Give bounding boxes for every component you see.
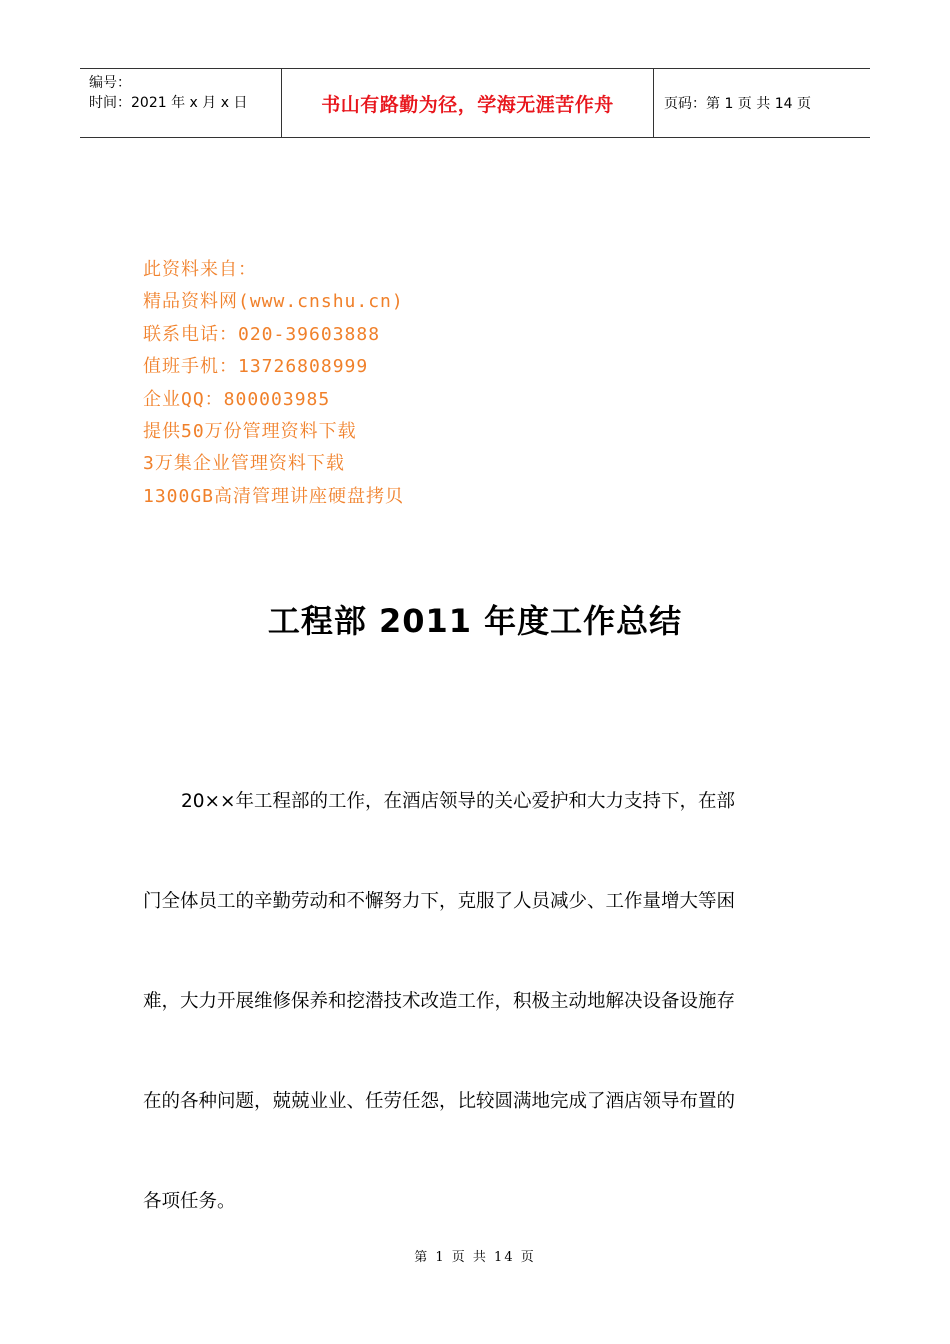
motto-text: 书山有路勤为径，学海无涯苦作舟 bbox=[321, 93, 614, 116]
source-site-line: 精品资料网(www.cnshu.cn) bbox=[143, 291, 404, 313]
header-info-cell bbox=[80, 69, 281, 137]
time-label: 时间：2021 年 x 月 x 日 bbox=[89, 95, 248, 111]
body-line: 难，大力开展维修保养和挖潜技术改造工作，积极主动地解决设备设施存 bbox=[143, 991, 736, 1012]
body-paragraph bbox=[143, 785, 803, 1285]
body-line: 在的各种问题，兢兢业业、任劳任怨，比较圆满地完成了酒店领导布置的 bbox=[143, 1091, 736, 1112]
header-table bbox=[80, 68, 870, 138]
body-line: 门全体员工的辛勤劳动和不懈努力下，克服了人员减少、工作量增大等困 bbox=[143, 891, 736, 912]
body-line: 各项任务。 bbox=[143, 1191, 236, 1212]
body-line: 20××年工程部的工作，在酒店领导的关心爱护和大力支持下，在部 bbox=[181, 791, 736, 812]
source-line: 此资料来自： bbox=[143, 259, 257, 280]
page-label: 页码：第 1 页 共 14 页 bbox=[664, 96, 811, 112]
source-phone-line: 联系电话：020-39603888 bbox=[143, 323, 381, 345]
source-info-block bbox=[143, 254, 404, 513]
code-label: 编号： bbox=[89, 75, 131, 91]
source-line: 3万集企业管理资料下载 bbox=[143, 453, 345, 475]
document-title: 工程部 2011 年度工作总结 bbox=[267, 602, 683, 640]
header-motto-cell bbox=[281, 69, 654, 137]
source-line: 1300GB高清管理讲座硬盘拷贝 bbox=[143, 485, 405, 507]
source-line: 提供50万份管理资料下载 bbox=[143, 421, 357, 443]
footer-page-number: 第 1 页 共 14 页 bbox=[414, 1250, 536, 1265]
source-mobile-line: 值班手机：13726808999 bbox=[143, 356, 369, 378]
source-qq-line: 企业QQ：800003985 bbox=[143, 388, 331, 410]
header-page-cell bbox=[654, 69, 870, 137]
